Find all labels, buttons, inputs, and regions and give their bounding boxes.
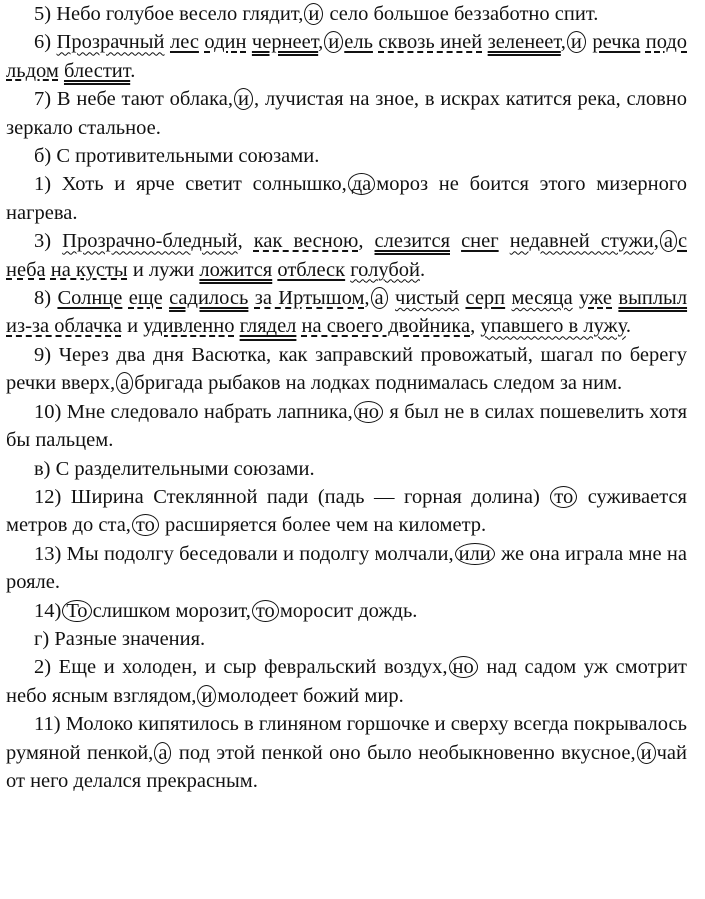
attribute-wavy-underline: голубой bbox=[350, 258, 420, 281]
circled-conjunction: а bbox=[371, 287, 388, 309]
text-segment: чай от него делался прекрасным. bbox=[6, 741, 687, 792]
subject-underline: Солнце bbox=[57, 287, 123, 310]
text-segment: , bbox=[470, 315, 481, 338]
adverbial-dashed-underline: подо льдом bbox=[6, 31, 688, 82]
text-segment: . bbox=[625, 315, 632, 338]
predicate-double-underline: глядел bbox=[239, 315, 297, 338]
text-segment: , лучистая на зное, в искрах катится река, словно зеркало стальное. bbox=[6, 88, 688, 139]
adverbial-dashed-underline: сквозь иней bbox=[378, 31, 483, 54]
predicate-double-underline: ложится bbox=[199, 258, 273, 281]
paragraph-p14 bbox=[6, 597, 687, 625]
attribute-wavy-underline: Прозрачно-бледный bbox=[62, 230, 238, 253]
adverbial-dashed-underline: на своего двойника bbox=[301, 315, 471, 338]
paragraph-p3 bbox=[6, 227, 687, 284]
text-segment: я был не в силах пошевелить хотя бы пальцем. bbox=[6, 400, 687, 452]
subject-underline: ель bbox=[344, 31, 373, 54]
adverbial-dashed-underline: как весною bbox=[253, 230, 359, 253]
circled-conjunction: а bbox=[116, 372, 133, 394]
text-segment: , bbox=[318, 31, 324, 54]
predicate-double-underline: выплыл bbox=[618, 287, 688, 310]
paragraph-p10 bbox=[6, 398, 687, 455]
text-segment bbox=[450, 230, 461, 252]
text-segment: 6) bbox=[34, 31, 57, 54]
text-segment: г) Разные значения. bbox=[34, 627, 206, 650]
text-segment: 13) Мы подолгу беседовали и подолгу молчали, bbox=[34, 542, 454, 565]
attribute-wavy-underline: упавшего в лужу bbox=[480, 315, 626, 338]
text-segment: 2) Еще и холоден, и сыр февральский воздух, bbox=[34, 656, 448, 679]
text-segment: слишком морозит, bbox=[92, 599, 251, 622]
text-segment: же она играла мне на рояле. bbox=[6, 542, 687, 594]
text-segment: 5) Небо голубое весело глядит, bbox=[34, 3, 304, 25]
adverbial-dashed-underline: удивленно bbox=[143, 315, 235, 338]
adverbial-dashed-underline: с неба bbox=[6, 230, 688, 281]
text-segment: молодеет божий мир. bbox=[217, 684, 404, 707]
predicate-double-underline: зеленеет bbox=[487, 31, 561, 54]
adverbial-dashed-underline: один bbox=[204, 31, 247, 54]
circled-conjunction: но bbox=[354, 401, 383, 423]
text-segment: в) С разделительными союзами. bbox=[34, 457, 315, 480]
text-segment: село большое беззаботно спит. bbox=[324, 3, 599, 25]
text-segment: над садом уж смотрит небо ясным взглядом, bbox=[6, 656, 687, 707]
adverbial-dashed-underline: еще bbox=[128, 287, 163, 310]
predicate-double-underline: садилось bbox=[169, 287, 249, 310]
document-page bbox=[6, 0, 687, 795]
text-segment: . bbox=[130, 59, 136, 82]
paragraph-pv bbox=[6, 455, 687, 483]
paragraph-p8 bbox=[6, 284, 687, 341]
paragraph-pg bbox=[6, 625, 687, 653]
subject-underline: снег bbox=[461, 230, 499, 253]
circled-conjunction: и bbox=[234, 88, 253, 110]
text-segment: и лужи bbox=[127, 258, 200, 281]
paragraph-p9 bbox=[6, 341, 687, 398]
text-segment: и bbox=[121, 315, 144, 338]
text-segment bbox=[499, 230, 510, 252]
text-segment: мороз не боится этого мизерного нагрева. bbox=[6, 173, 688, 224]
paragraph-p5 bbox=[6, 0, 687, 28]
circled-conjunction: и bbox=[567, 31, 586, 53]
subject-underline: отблеск bbox=[277, 258, 346, 281]
circled-conjunction: а bbox=[154, 742, 171, 764]
paragraph-p11 bbox=[6, 710, 687, 795]
attribute-wavy-underline: чистый bbox=[395, 287, 460, 310]
paragraph-p6 bbox=[6, 28, 687, 85]
circled-conjunction: а bbox=[660, 230, 677, 252]
circled-conjunction: то bbox=[550, 486, 577, 508]
subject-underline: речка bbox=[592, 31, 641, 54]
text-segment: 11) Молоко кипятилось в глиняном горшочке и сверху всегда покрывалось румяной пенкой, bbox=[6, 713, 687, 764]
circled-conjunction: то bbox=[132, 514, 159, 536]
predicate-double-underline: слезится bbox=[374, 230, 450, 253]
attribute-wavy-underline: недавней стужи bbox=[509, 230, 654, 253]
text-segment: расширяется более чем на километр. bbox=[159, 514, 487, 537]
attribute-wavy-underline: Прозрачный bbox=[56, 31, 165, 54]
subject-underline: серп bbox=[465, 287, 506, 310]
text-segment: 7) В небе тают облака, bbox=[34, 88, 234, 111]
text-segment: , bbox=[364, 287, 370, 310]
text-segment: 3) bbox=[34, 230, 63, 253]
circled-conjunction: или bbox=[455, 543, 495, 565]
paragraph-p2 bbox=[6, 653, 687, 710]
paragraph-p7 bbox=[6, 85, 687, 142]
text-segment: , bbox=[358, 230, 375, 253]
paragraph-p1 bbox=[6, 170, 687, 227]
text-segment: 12) Ширина Стеклянной пади (падь — горная долина) bbox=[34, 485, 550, 508]
text-segment: . bbox=[420, 258, 426, 281]
text-segment: , bbox=[560, 31, 566, 54]
paragraph-p13 bbox=[6, 540, 687, 597]
circled-conjunction: и bbox=[324, 31, 343, 53]
circled-conjunction: и bbox=[304, 3, 323, 25]
text-segment: 10) Мне следовало набрать лапника, bbox=[34, 400, 353, 423]
circled-conjunction: да bbox=[348, 173, 376, 195]
paragraph-pb bbox=[6, 142, 687, 170]
text-segment: моросит дождь. bbox=[279, 599, 418, 622]
subject-underline: лес bbox=[169, 31, 199, 54]
adverbial-dashed-underline: на кусты bbox=[50, 258, 128, 281]
text-segment: суживается метров до ста, bbox=[6, 485, 687, 537]
circled-conjunction: То bbox=[62, 600, 91, 622]
predicate-double-underline: чернеет bbox=[251, 31, 319, 54]
attribute-wavy-underline: месяца bbox=[511, 287, 573, 310]
predicate-double-underline: блестит bbox=[63, 59, 131, 82]
text-segment: под этой пенкой оно было необыкновенно вкусное, bbox=[172, 741, 636, 764]
adverbial-dashed-underline: из-за облачка bbox=[6, 315, 122, 338]
text-segment: бригада рыбаков на лодках поднималась следом за ним. bbox=[134, 372, 623, 395]
text-segment: 1) Хоть и ярче светит солнышко, bbox=[34, 173, 347, 196]
text-segment: 14) bbox=[34, 599, 62, 622]
text-segment: 9) Через два дня Васютка, как заправский провожатый, шагал по берегу речки вверх, bbox=[6, 343, 687, 395]
circled-conjunction: и bbox=[197, 685, 216, 707]
text-segment: б) С противительными союзами. bbox=[34, 145, 320, 168]
adverbial-dashed-underline: за Иртышом bbox=[254, 287, 365, 310]
text-segment: , bbox=[237, 230, 254, 253]
circled-conjunction: но bbox=[449, 656, 478, 678]
circled-conjunction: то bbox=[252, 600, 279, 622]
text-segment: 8) bbox=[34, 287, 58, 310]
paragraph-p12 bbox=[6, 483, 687, 540]
text-segment: , bbox=[653, 230, 659, 253]
adverbial-dashed-underline: уже bbox=[579, 287, 613, 310]
circled-conjunction: и bbox=[637, 742, 656, 764]
